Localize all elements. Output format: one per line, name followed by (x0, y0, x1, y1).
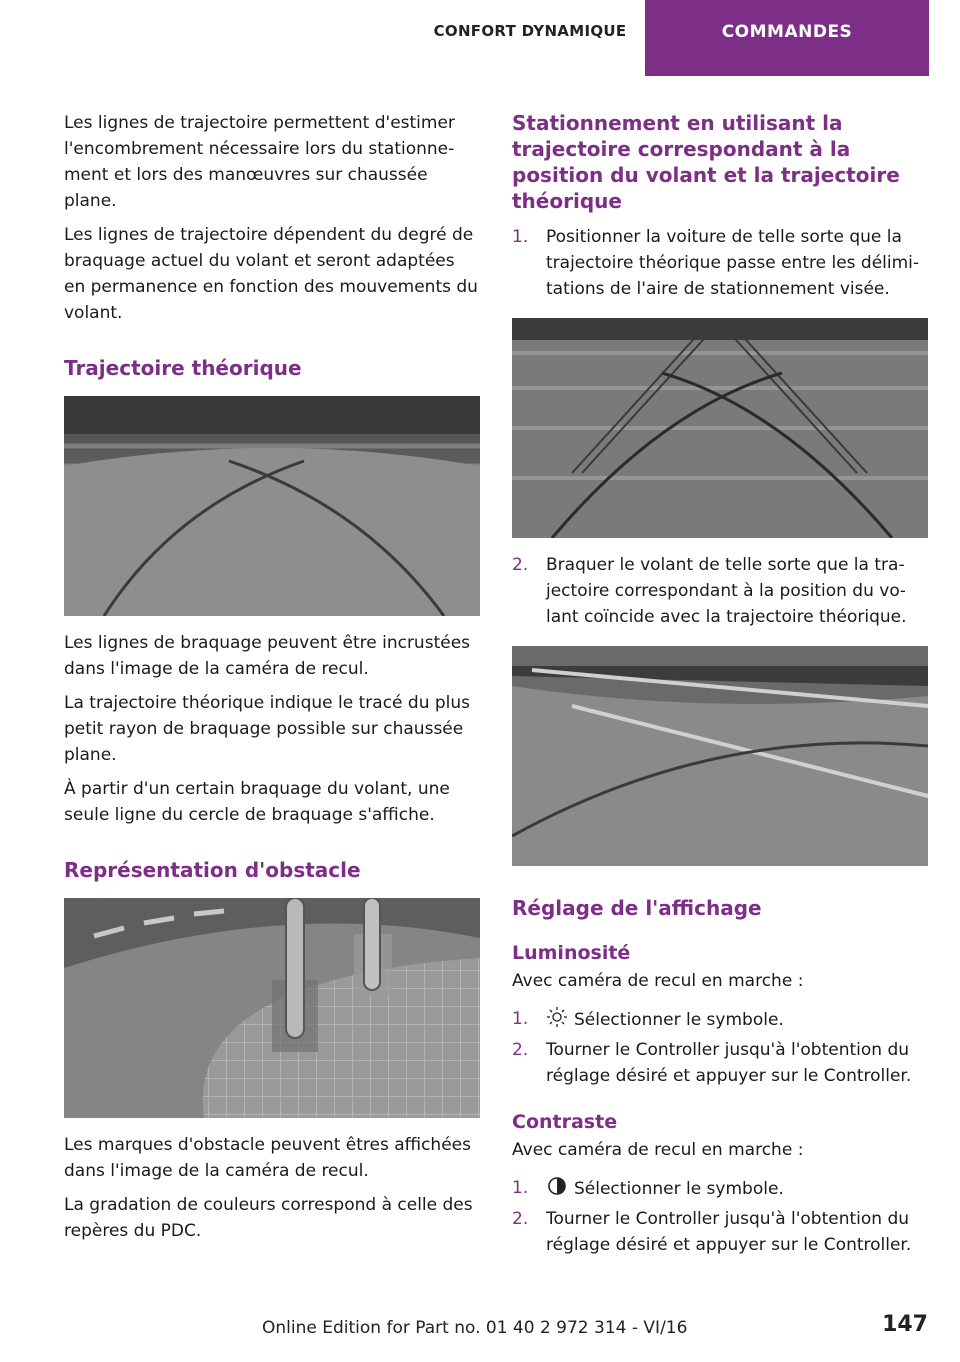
list-item: 1. Positionner la voiture de telle sorte que la trajectoire théorique passe entre les délimitations de l'aire de stationnement visée. (512, 227, 920, 299)
brightness-heading: Luminosité (512, 942, 631, 964)
contrast-heading: Contraste (512, 1111, 618, 1133)
parking-heading: Stationnement en utilisant la trajectoire correspondant à la position du volant et la trajectoire théorique (512, 111, 900, 213)
list-item: 2. Braquer le volant de telle sorte que la trajectoire correspondant à la position du volant coïncide avec la trajectoire théorique. (512, 555, 907, 627)
list-item: 1. Sélectionner le symbole. (512, 1175, 928, 1202)
footer-edition: Online Edition for Part no. 01 40 2 972 314 - VI/16 (262, 1318, 688, 1338)
brightness-steps (512, 1006, 928, 1089)
parking-steps-2 (512, 552, 928, 630)
parking-figure-2 (512, 646, 928, 866)
left-column (64, 110, 480, 1252)
trajectory-paragraph-3: À partir d'un certain braquage du volant, une seule ligne du cercle de braquage s'affiche. (64, 779, 450, 825)
section-title: CONFORT DYNAMIQUE (433, 22, 627, 40)
intro-paragraph-2: Les lignes de trajectoire dépendent du degré de braquage actuel du volant et seront adaptées en permanence en fonction des mouvements du volant. (64, 225, 478, 323)
chapter-tab (645, 0, 929, 76)
sun-icon (546, 1006, 568, 1028)
page-number: 147 (882, 1312, 928, 1337)
parking-steps (512, 224, 928, 302)
obstacle-paragraph-1: Les marques d'obstacle peuvent êtres affichées dans l'image de la caméra de recul. (64, 1135, 471, 1181)
obstacle-figure (64, 898, 480, 1118)
contrast-icon (546, 1175, 568, 1197)
list-item: 1. Sélectionner le symbole. (512, 1006, 928, 1033)
chapter-title: COMMANDES (721, 22, 853, 42)
trajectory-paragraph-1: Les lignes de braquage peuvent être incrustées dans l'image de la caméra de recul. (64, 633, 471, 679)
parking-figure-1 (512, 318, 928, 538)
contrast-steps (512, 1175, 928, 1258)
trajectory-heading: Trajectoire théorique (64, 356, 302, 380)
display-settings-heading: Réglage de l'affichage (512, 896, 762, 920)
brightness-intro: Avec caméra de recul en marche : (512, 971, 804, 991)
obstacle-heading: Représentation d'obstacle (64, 858, 361, 882)
contrast-intro: Avec caméra de recul en marche : (512, 1140, 804, 1160)
right-column (512, 110, 928, 1262)
trajectory-figure (64, 396, 480, 616)
list-item: 2. Tourner le Controller jusqu'à l'obtention du réglage désiré et appuyer sur le Controller. (512, 1040, 912, 1086)
obstacle-paragraph-2: La gradation de couleurs correspond à celle des repères du PDC. (64, 1195, 473, 1241)
trajectory-paragraph-2: La trajectoire théorique indique le tracé du plus petit rayon de braquage possible sur chaussée plane. (64, 693, 471, 765)
intro-paragraph-1: Les lignes de trajectoire permettent d'estimer l'encombrement nécessaire lors du stationnement et lors des manœuvres sur chaussée plane. (64, 113, 455, 211)
list-item: 2. Tourner le Controller jusqu'à l'obtention du réglage désiré et appuyer sur le Controller. (512, 1209, 912, 1255)
